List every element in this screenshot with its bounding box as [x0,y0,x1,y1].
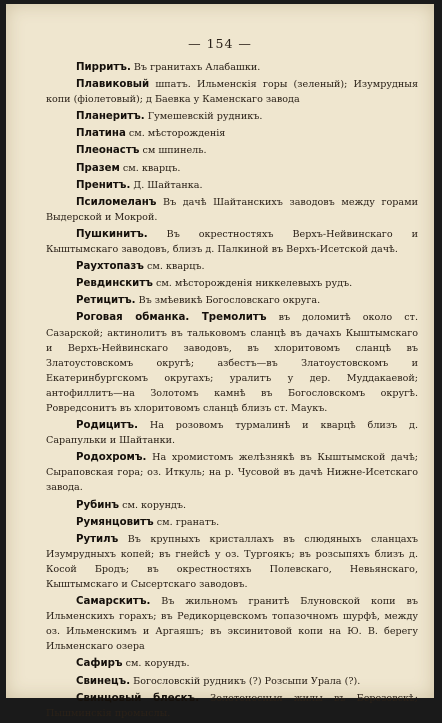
mineral-name: Платина [76,128,126,140]
mineral-name: Румянцовитъ [76,516,154,528]
mineral-name: Пушкинитъ. [76,228,148,240]
mineral-name: Рутилъ [76,533,119,545]
book-page [6,4,434,719]
mineral-entry [46,161,418,176]
mineral-name: Самарскитъ. [76,596,151,608]
mineral-entry [46,594,418,654]
mineral-name: Сафиръ [76,658,123,670]
mineral-name: Свинцовый блескъ. [76,692,200,704]
mineral-name: Родицитъ. [76,420,138,432]
mineral-description: см шпинель. [139,145,207,157]
mineral-entry [46,60,418,75]
mineral-description: Въ жильномъ гранитѣ Блуновской копи въ Ильменскихъ горахъ; въ Редикорцевскомъ топазочномъ шурфѣ, между оз. Ильменскимъ и Аргаяшъ; въ эксинитовой копи на Ю. В. берегу Ильменскаго озера [46,596,418,653]
mineral-name: Родохромъ. [76,452,147,464]
mineral-description: см. мѣсторожденія никкелевыхъ рудъ. [152,278,353,290]
page-content [46,60,418,723]
mineral-name: Рубинъ [76,499,120,511]
mineral-name: Плавиковый [76,79,150,91]
mineral-description: см. мѣсторожденія [125,128,226,140]
mineral-entry [46,515,418,530]
mineral-description: Въ гранитахъ Алабашки. [130,62,261,73]
mineral-description: Въ змѣевикѣ Богословскаго округа. [135,295,321,307]
mineral-entry [46,691,418,721]
mineral-name: Раухтопазъ [76,261,144,273]
mineral-entry [46,195,418,225]
mineral-description: см. корундъ. [122,658,190,670]
mineral-description: Въ крупныхъ кристаллахъ въ слюдяныхъ сланцахъ Изумрудныхъ копей; въ гнейсѣ у оз. Тургоякъ; въ розсыпяхъ близъ д. Косой Бродъ; въ окрестностяхъ Полевскаго, Невьянскаго, Кыштымскаго и Сысертскаго заводовъ. [46,533,418,590]
mineral-entry [46,450,418,495]
mineral-entry [46,293,418,308]
mineral-entry [46,126,418,141]
mineral-entry [46,418,418,448]
mineral-description: На розовомъ турмалинѣ и кварцѣ близъ д. Сарапульки и Шайтанки. [46,420,418,447]
mineral-description: Золотоносныя жилы въ Березовскѣ; Пышминскія промыслы. [46,692,418,719]
mineral-name: Ретицитъ. [76,295,136,307]
mineral-description: Въ дачѣ Шайтанскихъ заводовъ между горами Выдерской и Мокрой. [46,196,418,223]
mineral-name: Пирритъ. [76,62,131,73]
page-number: — 154 — [188,36,252,51]
mineral-name: Планеритъ. [76,111,145,123]
mineral-entry [46,259,418,274]
mineral-description: шпатъ. Ильменскія горы (зеленый); Изумрудныя копи (фіолетовый); д Баевка у Каменскаго завода [46,79,418,106]
mineral-name: Псиломеланъ [76,196,157,208]
mineral-description: Богословскій рудникъ (?) Розсыпи Урала (?). [130,675,361,687]
mineral-name: Свинецъ. [76,675,131,687]
mineral-entry [46,77,418,107]
mineral-entry [46,532,418,592]
mineral-description: въ доломитѣ около ст. Сазарской; актинолитъ въ тальковомъ сланцѣ въ дачахъ Кыштымскаго и Верхъ-Нейвинскаго заводовъ, въ хлоритовомъ сланцѣ въ Златоустовскомъ округѣ; азбестъ—въ Златоустовскомъ и Екатеринбургскомъ округахъ; уралитъ у дер. Муддакаевой; антофиллитъ—на Золотомъ камнѣ въ Богословскомъ округѣ. Ровредсонитъ въ хлоритовомъ сланцѣ близъ ст. Маукъ. [46,312,418,414]
mineral-entry [46,310,418,416]
mineral-name: Плеонастъ [76,145,140,157]
mineral-name: Роговая обманка. Тремолитъ [76,312,267,324]
mineral-name: Ревдинскитъ [76,278,153,290]
mineral-entry [46,674,418,689]
mineral-entry [46,109,418,124]
mineral-name: Празем [76,162,120,174]
mineral-description: Гумешевскій рудникъ. [144,111,263,123]
mineral-entry [46,276,418,291]
mineral-description: Въ окрестностяхъ Верхъ-Нейвинскаго и Кыштымскаго заводовъ, близъ д. Палкиной въ Верхъ-Исетской дачѣ. [46,228,418,256]
mineral-entry [46,143,418,158]
mineral-description: см. кварцъ. [143,261,205,273]
mineral-entry [46,498,418,513]
mineral-description: На хромистомъ желѣзнякѣ въ Кыштымской дачѣ; Сыраповская гора; оз. Иткуль; на р. Чусовой въ дачѣ Нижне-Исетскаго завода. [46,452,418,494]
mineral-description: см. гранатъ. [153,516,220,528]
mineral-entry [46,227,418,257]
mineral-name: Пренитъ. [76,179,131,191]
mineral-entry [46,178,418,193]
mineral-description: см. кварцъ. [119,162,181,174]
mineral-description: см. корундъ. [119,499,187,511]
mineral-description: Д. Шайтанка. [130,179,203,191]
mineral-entry [46,656,418,671]
